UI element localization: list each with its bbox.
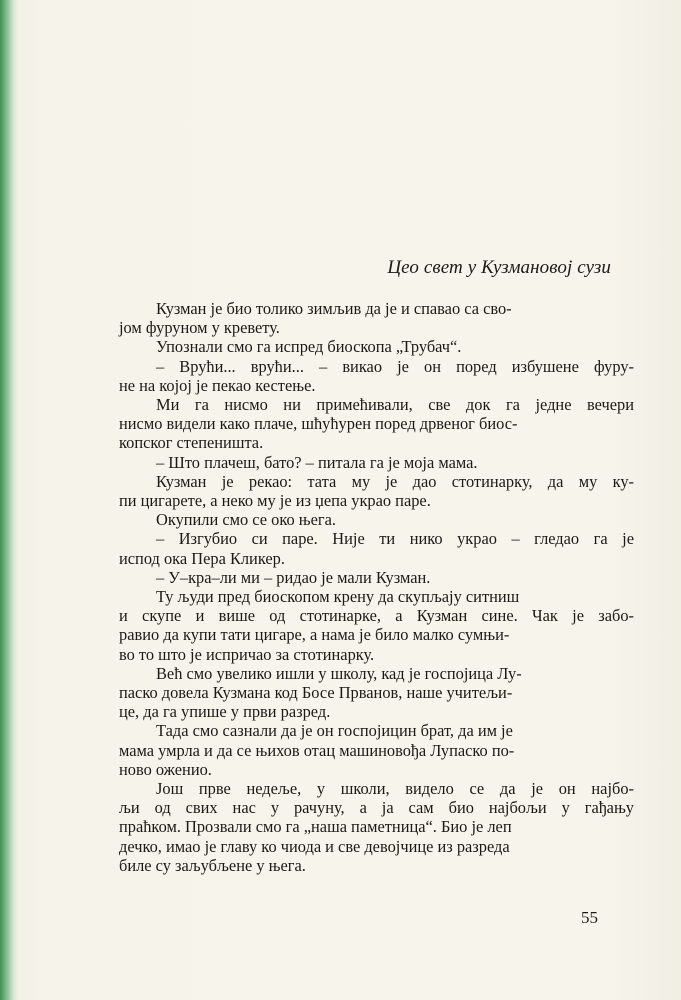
text-line: – Изгубио си паре. Није ти нико украо – гледао га је xyxy=(156,529,634,549)
text-line: Окупили смо се око њега. xyxy=(156,510,336,530)
text-line: Упознали смо га испред биоскопа „Трубач“. xyxy=(156,337,462,357)
paragraph xyxy=(82,779,634,875)
text-line: ново оженио. xyxy=(119,759,212,779)
text-line: Кузман је рекао: тата му је дао стотинарку, да му ку- xyxy=(156,471,634,491)
paragraph xyxy=(82,471,634,511)
chapter-title: Цео свет у Кузмановој сузи xyxy=(387,257,611,278)
text-line: во то што је испричао за стотинарку. xyxy=(119,644,375,664)
text-line: паско довела Кузмана код Босе Прванов, наше учитељи- xyxy=(119,683,513,703)
paragraph xyxy=(82,395,634,453)
text-line: испод ока Пера Кликер. xyxy=(119,548,285,568)
text-line: не на којој је пекао кестење. xyxy=(119,375,316,395)
body-text xyxy=(82,299,634,875)
text-line: копског степеништа. xyxy=(119,433,264,453)
text-line: равио да купи тати цигаре, а нама је било малко сумњи- xyxy=(119,625,510,645)
text-line: дечко, имао је главу ко чиода и све девојчице из разреда xyxy=(119,836,510,856)
paragraph xyxy=(82,356,634,395)
text-line: – Врући... врући... – викао је он поред избушене фуру- xyxy=(156,356,634,376)
text-line: нисмо видели како плаче, шћућурен поред дрвеног биос- xyxy=(119,414,518,434)
text-line: праћком. Прозвали смо га „наша паметница“. Био је леп xyxy=(119,817,512,837)
paragraph xyxy=(82,664,597,722)
paragraph xyxy=(82,587,634,664)
text-line: мама умрла и да се њихов отац машиновођа Лупаско по- xyxy=(119,740,515,760)
text-line: љи од свих нас у рачуну, а ја сам био најбољи у гађању xyxy=(119,798,634,818)
page-binding-edge xyxy=(0,0,18,1000)
paragraph xyxy=(82,453,597,472)
text-line: Ту људи пред биоскопом крену да скупљају ситниш xyxy=(156,587,520,607)
paragraph xyxy=(82,529,634,568)
text-line: – У–кра–ли ми – ридао је мали Кузман. xyxy=(156,567,431,587)
text-line: и скупе и више од стотинарке, а Кузман сине. Чак је забо- xyxy=(119,606,634,626)
paragraph xyxy=(82,337,597,356)
text-line: Кузман је био толико зимљив да је и спавао са сво- xyxy=(156,299,512,318)
paragraph xyxy=(82,721,597,779)
text-line: це, да га упише у први разред. xyxy=(119,702,331,722)
text-line: Већ смо увелико ишли у школу, кад је госпојица Лу- xyxy=(156,663,522,683)
text-line: биле су заљубљене у њега. xyxy=(119,855,306,875)
paragraph xyxy=(82,510,597,529)
text-line: пи цигарете, а неко му је из џепа украо паре. xyxy=(119,491,431,511)
text-line: – Што плачеш, бато? – питала га је моја мама. xyxy=(156,452,478,472)
text-line: Тада смо сазнали да је он госпојицин брат, да им је xyxy=(156,721,513,741)
paragraph xyxy=(82,568,597,587)
text-line: Ми га нисмо ни примећивали, све док га једне вечери xyxy=(156,395,634,415)
text-line: јом фуруном у кревету. xyxy=(119,318,280,338)
paragraph xyxy=(82,299,597,337)
page-number: 55 xyxy=(581,908,598,927)
text-line: Још прве недеље, у школи, видело се да је он најбо- xyxy=(156,779,634,799)
